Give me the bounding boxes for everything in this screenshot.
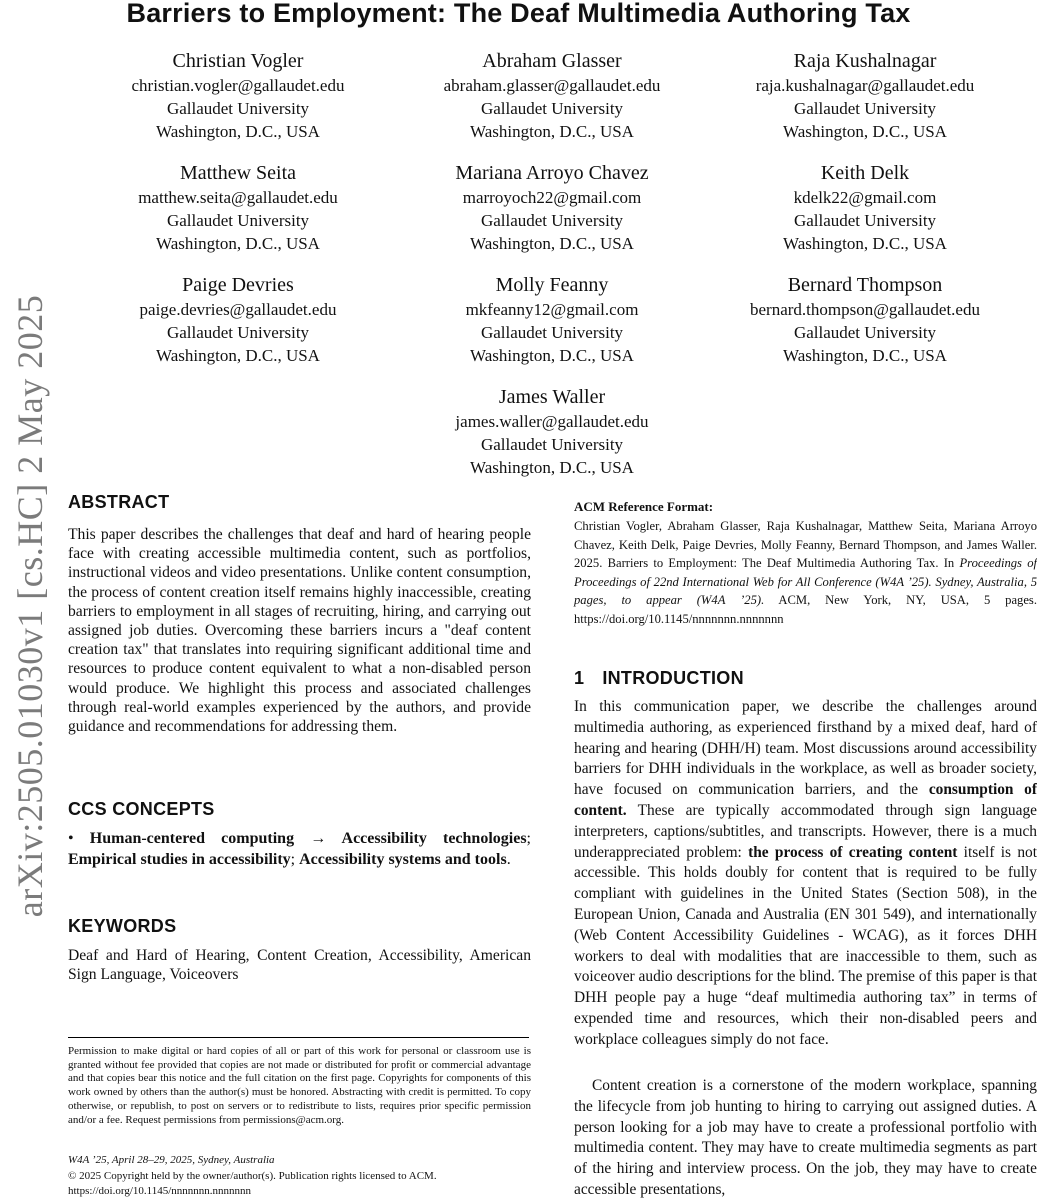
- author-name: Christian Vogler: [172, 50, 304, 72]
- footnote-permission: Permission to make digital or hard copies of all or part of this work for personal or classroom use is granted without fee provided that copies are not made or distributed for profit or commercial advantage and that copies bear this notice and the full citation on the first page. Copyrights for components of this work owned by others than the author(s) must be honored. Abstracting with credit is permitted. To copy otherwise, or republish, to post on servers or to redistribute to lists, requires prior specific permission and/or a fee. Request permissions from permissions@acm.org.: [68, 1045, 531, 1126]
- section-number: 1: [574, 668, 585, 688]
- author-affiliation: Gallaudet University: [166, 211, 310, 230]
- author-affiliation: Gallaudet University: [480, 99, 624, 118]
- author-location: Washington, D.C., USA: [156, 346, 320, 365]
- author-name: Bernard Thompson: [787, 274, 943, 296]
- intro-paragraph-2: Content creation is a cornerstone of the modern workplace, spanning the lifecycle from job hunting to hiring to carrying out assigned duties. A person looking for a job may have to create a professional portfolio with multimedia content. They may have to create multimedia segments as part of the hiring and interview process. On the job, they may have to create accessible presentations,: [574, 1077, 1037, 1198]
- ccs-bullet: •: [68, 830, 90, 847]
- author-block: [387, 384, 717, 479]
- acm-ref-part: Christian Vogler, Abraham Glasser, Raja Kushalnagar, Matthew Seita, Mariana Arroyo Chavez, Keith Delk, Paige Devries, Molly Feanny, Bernard Thompson, and James Waller. 2025. Barriers to Employment: The Deaf Multimedia Authoring Tax. In: [574, 519, 1037, 570]
- intro-emphasis: consumption of content.: [574, 781, 1037, 819]
- author-block: [73, 48, 403, 143]
- author-name: Keith Delk: [820, 162, 910, 184]
- author-email: paige.devries@gallaudet.edu: [139, 300, 337, 319]
- author-location: Washington, D.C., USA: [470, 346, 634, 365]
- author-name: James Waller: [498, 386, 606, 408]
- ccs-concept: Empirical studies in accessibility: [68, 851, 291, 868]
- abstract-heading: ABSTRACT: [68, 492, 170, 512]
- author-name: Raja Kushalnagar: [793, 50, 937, 72]
- keywords-heading: KEYWORDS: [68, 916, 177, 936]
- ccs-concepts: [68, 828, 531, 870]
- intro-paragraph-1: [574, 697, 1037, 1051]
- author-location: Washington, D.C., USA: [156, 122, 320, 141]
- intro-emphasis: the process of creating content: [748, 843, 958, 861]
- author-location: Washington, D.C., USA: [470, 122, 634, 141]
- author-location: Washington, D.C., USA: [783, 122, 947, 141]
- acm-ref-part: ACM, New York, NY, USA, 5 pages. https://doi.org/10.1145/nnnnnnn.nnnnnnn: [574, 593, 1037, 626]
- author-location: Washington, D.C., USA: [783, 234, 947, 253]
- ccs-separator: ;: [526, 830, 531, 847]
- author-email: bernard.thompson@gallaudet.edu: [750, 300, 980, 319]
- section-heading: [574, 668, 1037, 689]
- author-name: Matthew Seita: [179, 162, 297, 184]
- ccs-arrow: →: [294, 830, 342, 847]
- author-email: christian.vogler@gallaudet.edu: [131, 76, 345, 95]
- footnote-divider: [68, 1037, 529, 1038]
- footnote-doi[interactable]: https://doi.org/10.1145/nnnnnnn.nnnnnnn: [68, 1185, 252, 1197]
- author-email: abraham.glasser@gallaudet.edu: [443, 76, 661, 95]
- author-block: [700, 160, 1030, 255]
- ccs-concept: Accessibility technologies: [341, 830, 527, 847]
- author-block: [700, 272, 1030, 367]
- author-location: Washington, D.C., USA: [156, 234, 320, 253]
- keywords-text: Deaf and Hard of Hearing, Content Creation, Accessibility, American Sign Language, Voiceovers: [68, 947, 531, 984]
- ccs-separator: ;: [290, 851, 300, 868]
- author-affiliation: Gallaudet University: [480, 211, 624, 230]
- author-name: Abraham Glasser: [482, 50, 622, 72]
- author-email: raja.kushalnagar@gallaudet.edu: [755, 76, 975, 95]
- author-email: matthew.seita@gallaudet.edu: [138, 188, 338, 207]
- intro-text: These are typically accommodated through sign language interpreters, captions/subtitles, and transcripts. However, there is a much underappreciated problem:: [574, 801, 1037, 861]
- author-affiliation: Gallaudet University: [793, 323, 937, 342]
- author-affiliation: Gallaudet University: [480, 323, 624, 342]
- author-affiliation: Gallaudet University: [480, 435, 624, 454]
- author-block: [387, 272, 717, 367]
- intro-text: In this communication paper, we describe the challenges around multimedia authoring, as experienced firsthand by a mixed deaf, hard of hearing and hearing (DHH/H) team. Most discussions around accessibility barriers for DHH individuals in the workplace, as well as broader society, have focused on communication barriers, and the: [574, 698, 1037, 799]
- footnote-venue: [68, 1154, 531, 1168]
- abstract-text: This paper describes the challenges that deaf and hard of hearing people face with creating accessible multimedia content, such as portfolios, instructional videos and video presentations. Unlike content consumption, the process of content creation itself remains highly inaccessible, creating barriers to employment in all stages of recruiting, hiring, and carrying out assigned job duties. Overcoming these barriers incurs a "deaf content creation tax" that translates into requiring significant additional time and resources to produce content equivalent to what a non-disabled person would produce. We highlight this process and associated challenges through real-world examples experienced by the authors, and provide guidance and recommendations for addressing them.: [68, 526, 531, 736]
- author-location: Washington, D.C., USA: [783, 346, 947, 365]
- ccs-concept: Human-centered computing: [89, 830, 295, 847]
- author-email: mkfeanny12@gmail.com: [465, 300, 639, 319]
- author-name: Mariana Arroyo Chavez: [455, 162, 649, 184]
- footnote-copyright: © 2025 Copyright held by the owner/author(s). Publication rights licensed to ACM.: [68, 1170, 437, 1182]
- author-location: Washington, D.C., USA: [470, 458, 634, 477]
- intro-text: itself is not accessible. This holds doubly for content that is required to be fully compliant with guidelines in the United States (Section 508), in the European Union, Canada and Australia (EN 301 549), and internationally (Web Content Accessibility Guidelines - WCAG), as it forces DHH workers to deal with modalities that are inaccessible to them, such as voiceover audio descriptions for the blind. The premise of this paper is that DHH people pay a huge “deaf multimedia authoring tax” in terms of expended time and resources, which their non-disabled peers and workplace colleagues simply do not face.: [574, 843, 1037, 1048]
- author-name: Molly Feanny: [495, 274, 609, 296]
- author-block: [73, 272, 403, 367]
- author-affiliation: Gallaudet University: [166, 99, 310, 118]
- author-email: marroyoch22@gmail.com: [462, 188, 642, 207]
- acm-ref-proceedings: Proceedings of Proceedings of 22nd International Web for All Conference (W4A ’25). Sydney, Australia, 5 pages, to appear (W4A ’25).: [574, 556, 1037, 607]
- author-affiliation: Gallaudet University: [793, 211, 937, 230]
- arxiv-stamp: arXiv:2505.01030v1 [cs.HC] 2 May 2025: [10, 294, 50, 918]
- author-block: [387, 160, 717, 255]
- ccs-heading: CCS CONCEPTS: [68, 799, 215, 819]
- ccs-end: .: [506, 851, 511, 868]
- acm-ref-text: [574, 517, 1037, 628]
- author-block: [700, 48, 1030, 143]
- author-block: [387, 48, 717, 143]
- author-name: Paige Devries: [182, 274, 294, 296]
- ccs-concept: Accessibility systems and tools: [299, 851, 507, 868]
- venue-text: W4A ’25, April 28–29, 2025, Sydney, Australia: [68, 1154, 275, 1166]
- acm-ref-heading: ACM Reference Format:: [574, 499, 714, 514]
- paper-title: Barriers to Employment: The Deaf Multimedia Authoring Tax: [126, 0, 911, 28]
- author-block: [73, 160, 403, 255]
- section-title: INTRODUCTION: [602, 668, 744, 688]
- author-email: james.waller@gallaudet.edu: [455, 412, 649, 431]
- author-location: Washington, D.C., USA: [470, 234, 634, 253]
- author-affiliation: Gallaudet University: [166, 323, 310, 342]
- author-email: kdelk22@gmail.com: [793, 188, 937, 207]
- author-affiliation: Gallaudet University: [793, 99, 937, 118]
